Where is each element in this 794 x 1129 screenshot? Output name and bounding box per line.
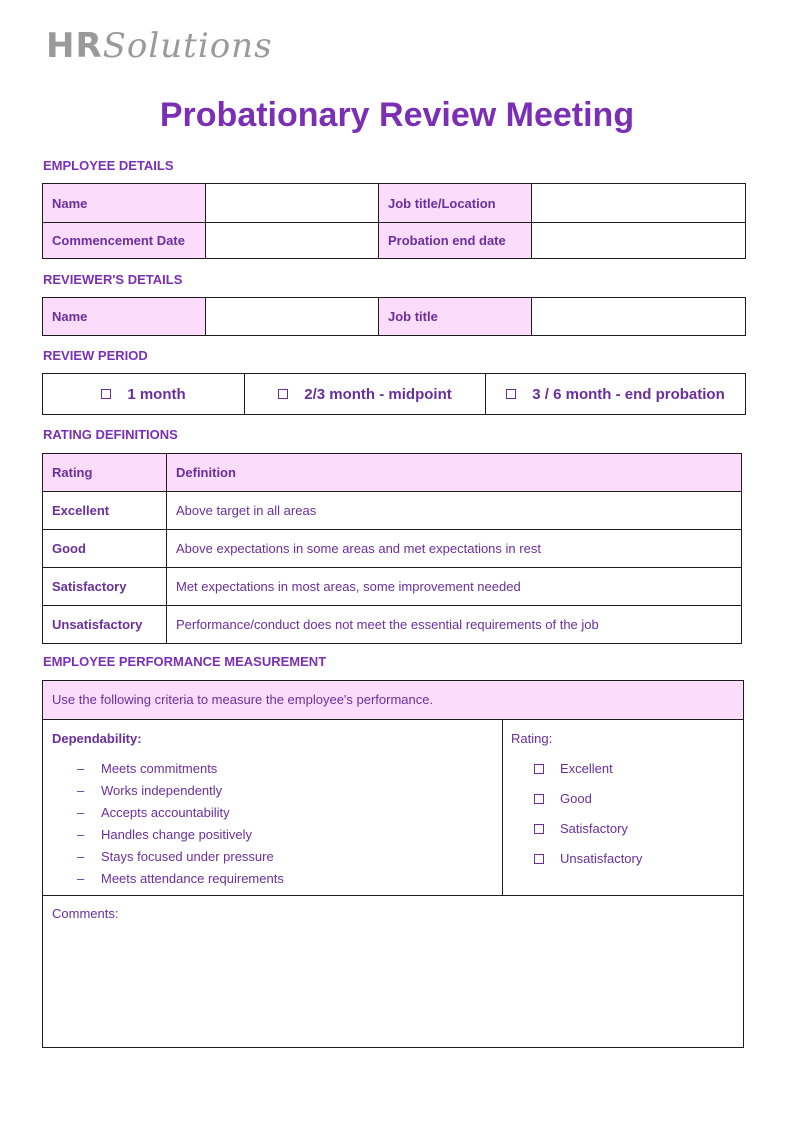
rating-definition: Met expectations in most areas, some improvement needed: [167, 568, 742, 606]
dash-bullet: –: [77, 783, 85, 798]
criterion-text: Works independently: [101, 783, 223, 798]
probation-end-date-label: Probation end date: [379, 223, 532, 259]
logo-hr: HR: [46, 26, 103, 66]
checkbox-icon[interactable]: [101, 389, 111, 399]
checkbox-icon[interactable]: [534, 794, 544, 804]
rating-option-label: Excellent: [560, 761, 613, 776]
reviewer-details-heading: REVIEWER'S DETAILS: [43, 272, 183, 287]
employee-name-field[interactable]: [206, 184, 379, 223]
comments-field[interactable]: [43, 896, 743, 1047]
page-title: Probationary Review Meeting: [159, 96, 635, 134]
checkbox-icon[interactable]: [506, 389, 516, 399]
review-period-table: [42, 373, 746, 415]
employee-job-title-field[interactable]: [532, 184, 746, 223]
rating-option-label: Unsatisfactory: [560, 851, 643, 866]
criterion-text: Meets attendance requirements: [101, 871, 284, 886]
rating-name: Excellent: [43, 492, 167, 530]
performance-heading: EMPLOYEE PERFORMANCE MEASUREMENT: [43, 654, 327, 669]
employee-details-heading: EMPLOYEE DETAILS: [43, 158, 174, 173]
dash-bullet: –: [77, 761, 85, 776]
criterion-text: Meets commitments: [101, 761, 218, 776]
rating-section: [503, 720, 744, 896]
review-period-heading: REVIEW PERIOD: [43, 348, 148, 363]
reviewer-details-table: [42, 297, 746, 336]
rating-options-list: [534, 758, 642, 878]
reviewer-name-field[interactable]: [206, 298, 379, 336]
rating-option-label: Good: [560, 791, 592, 806]
list-item: [77, 824, 284, 846]
review-period-option-label: 3 / 6 month - end probation: [532, 385, 725, 403]
employee-details-table: [42, 183, 746, 259]
commencement-date-label: Commencement Date: [43, 223, 206, 259]
rating-option-label: Satisfactory: [560, 821, 628, 836]
dependability-section: [43, 720, 503, 896]
dash-bullet: –: [77, 827, 85, 842]
comments-label: Comments:: [52, 906, 119, 921]
dash-bullet: –: [77, 871, 85, 886]
rating-definition: Above target in all areas: [167, 492, 742, 530]
employee-job-title-label: Job title/Location: [379, 184, 532, 223]
rating-column-header: Rating: [43, 454, 167, 492]
rating-title: Rating:: [511, 731, 553, 746]
rating-definitions-heading: RATING DEFINITIONS: [43, 427, 178, 442]
review-period-option-label: 1 month: [127, 385, 186, 403]
review-period-option-label: 2/3 month - midpoint: [304, 385, 452, 403]
checkbox-icon[interactable]: [534, 764, 544, 774]
company-logo: [46, 26, 273, 66]
rating-definitions-table: [42, 453, 742, 644]
rating-definition: Above expectations in some areas and met expectations in rest: [167, 530, 742, 568]
commencement-date-field[interactable]: [206, 223, 379, 259]
rating-option-satisfactory[interactable]: [534, 818, 642, 848]
criterion-text: Accepts accountability: [101, 805, 230, 820]
criteria-list: [77, 758, 284, 890]
rating-definition: Performance/conduct does not meet the essential requirements of the job: [167, 606, 742, 644]
review-period-option-end-probation[interactable]: [486, 374, 746, 415]
rating-option-excellent[interactable]: [534, 758, 642, 788]
list-item: [77, 868, 284, 890]
review-period-option-1-month[interactable]: [43, 374, 245, 415]
review-period-option-midpoint[interactable]: [245, 374, 486, 415]
dash-bullet: –: [77, 849, 85, 864]
rating-name: Unsatisfactory: [43, 606, 167, 644]
probation-end-date-field[interactable]: [532, 223, 746, 259]
performance-box: [42, 680, 744, 1048]
employee-name-label: Name: [43, 184, 206, 223]
performance-intro: Use the following criteria to measure the employee's performance.: [43, 681, 743, 720]
list-item: [77, 846, 284, 868]
rating-option-unsatisfactory[interactable]: [534, 848, 642, 878]
rating-name: Satisfactory: [43, 568, 167, 606]
logo-solutions: Solutions: [102, 26, 273, 66]
dash-bullet: –: [77, 805, 85, 820]
criterion-text: Handles change positively: [101, 827, 253, 842]
list-item: [77, 780, 284, 802]
list-item: [77, 802, 284, 824]
rating-name: Good: [43, 530, 167, 568]
reviewer-name-label: Name: [43, 298, 206, 336]
reviewer-job-title-label: Job title: [379, 298, 532, 336]
criterion-text: Stays focused under pressure: [101, 849, 274, 864]
rating-option-good[interactable]: [534, 788, 642, 818]
definition-column-header: Definition: [167, 454, 742, 492]
list-item: [77, 758, 284, 780]
dependability-title: Dependability:: [52, 731, 142, 746]
checkbox-icon[interactable]: [534, 854, 544, 864]
checkbox-icon[interactable]: [278, 389, 288, 399]
reviewer-job-title-field[interactable]: [532, 298, 746, 336]
checkbox-icon[interactable]: [534, 824, 544, 834]
